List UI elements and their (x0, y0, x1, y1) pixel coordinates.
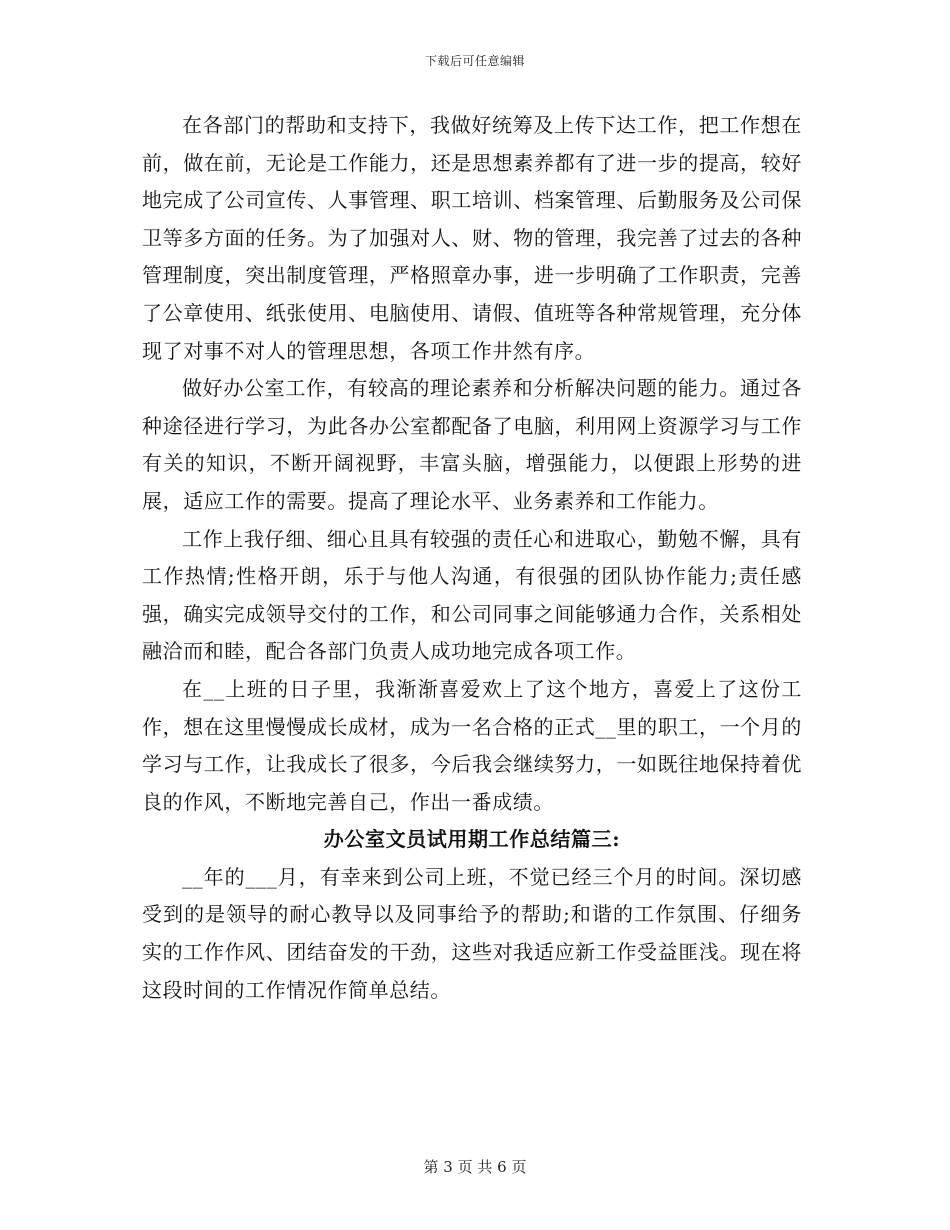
paragraph-3: 工作上我仔细、细心且具有较强的责任心和进取心，勤勉不懈，具有工作热情;性格开朗，乐于与他人沟通，有很强的团队协作能力;责任感强，确实完成领导交付的工作，和公司同事之间能够通力合作，关系相处融洽而和睦，配合各部门负责人成功地完成各项工作。 (142, 526, 802, 664)
section-title: 办公室文员试用期工作总结篇三: (323, 827, 621, 852)
section-paragraph: __年的___月，有幸来到公司上班，不觉已经三个月的时间。深切感受到的是领导的耐心教导以及同事给予的帮助;和谐的工作氛围、仔细务实的工作作风、团结奋发的干劲，这些对我适应新工作受益匪浅。现在将这段时间的工作情况作简单总结。 (142, 864, 802, 1002)
paragraph-2: 做好办公室工作，有较高的理论素养和分析解决问题的能力。通过各种途径进行学习，为此各办公室都配备了电脑，利用网上资源学习与工作有关的知识，不断开阔视野，丰富头脑，增强能力，以便跟上形势的进展，适应工作的需要。提高了理论水平、业务素养和工作能力。 (142, 376, 802, 513)
page-footer: 第 3 页 共 6 页 (423, 1158, 527, 1176)
paragraph-4: 在__上班的日子里，我渐渐喜爱欢上了这个地方，喜爱上了这份工作，想在这里慢慢成长成材，成为一名合格的正式__里的职工，一个月的学习与工作，让我成长了很多，今后我会继续努力，一如既往地保持着优良的作风，不断地完善自己，作出一番成绩。 (142, 676, 802, 814)
document-body (142, 107, 802, 1009)
paragraph-1: 在各部门的帮助和支持下，我做好统筹及上传下达工作，把工作想在前，做在前，无论是工作能力，还是思想素养都有了进一步的提高，较好地完成了公司宣传、人事管理、职工培训、档案管理、后勤服务及公司保卫等多方面的任务。为了加强对人、财、物的管理，我完善了过去的各种管理制度，突出制度管理，严格照章办事，进一步明确了工作职责，完善了公章使用、纸张使用、电脑使用、请假、值班等各种常规管理，充分体现了对事不对人的管理思想，各项工作井然有序。 (142, 113, 802, 363)
page-header: 下载后可任意编辑 (424, 54, 525, 68)
